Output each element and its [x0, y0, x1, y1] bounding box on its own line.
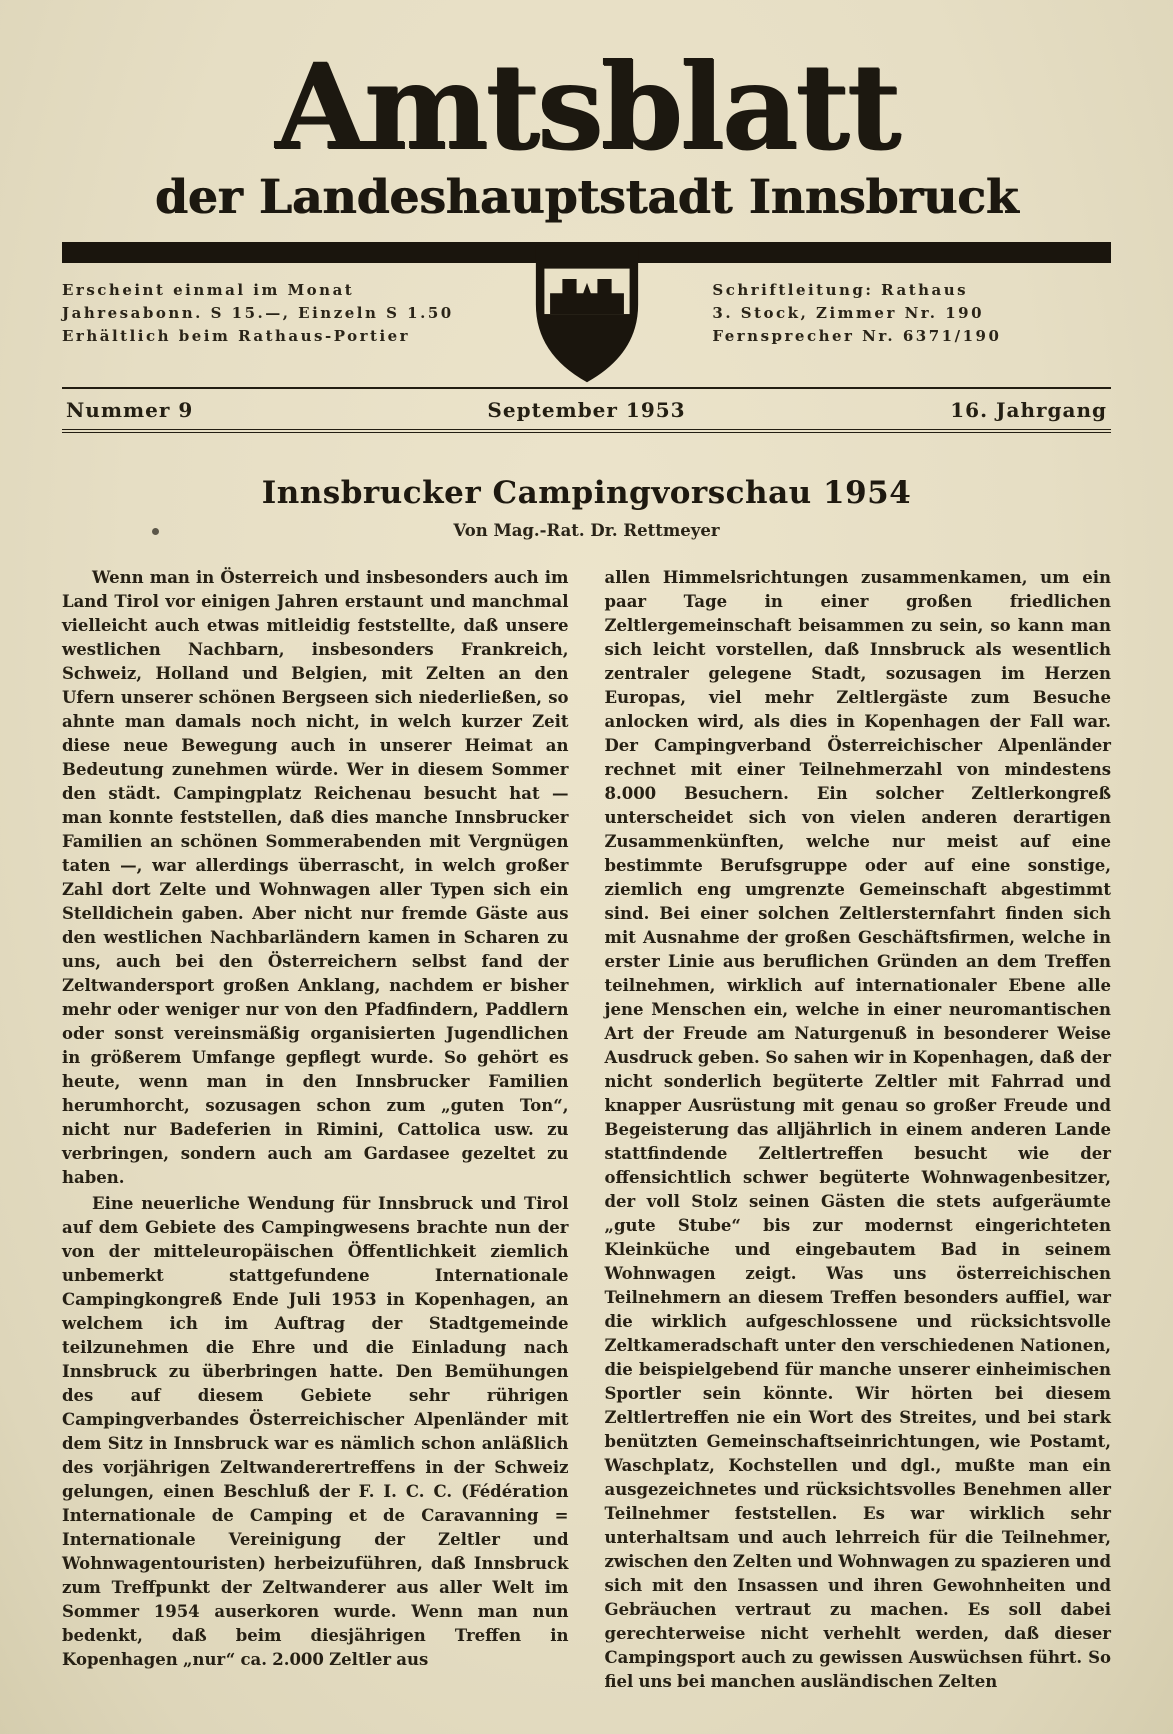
info-room: 3. Stock, Zimmer Nr. 190: [712, 303, 985, 322]
article: [62, 475, 1111, 1694]
info-price: Jahresabonn. S 15.—, Einzeln S 1.50: [62, 303, 454, 322]
issue-date: September 1953: [487, 397, 686, 422]
info-phone: Fernsprecher Nr. 6371/190: [712, 327, 1002, 346]
issue-volume: 16. Jahrgang: [950, 397, 1107, 422]
publication-info-left: [62, 279, 482, 373]
article-columns: [62, 566, 1111, 1694]
ink-spot-artifact: [152, 528, 159, 535]
paragraph: Wenn man in Österreich und insbesonders auch im Land Tirol vor einigen Jahren erstaunt und manchmal vielleicht auch etwas mitleidig feststellte, daß unsere westlichen Nachbarn, insbesonders Frankreich, Schweiz, Holland und Belgien, mit Zelten an den Ufern unserer schönen Bergseen sich niederließen, so ahnte man damals noch nicht, in welch kurzer Zeit diese neue Bewegung auch in unserer Heimat an Bedeutung zunehmen würde. Wer in diesem Sommer den städt. Campingplatz Reichenau besucht hat — man konnte feststellen, daß dies manche Innsbrucker Familien an schönen Sommerabenden mit Vergnügen taten —, war allerdings überrascht, in welch großer Zahl dort Zelte und Wohnwagen aller Typen sich ein Stelldichein gaben. Aber nicht nur fremde Gäste aus den westlichen Nachbarländern kamen in Scharen zu uns, auch bei den Österreichern selbst fand der Zeltwandersport großen Anklang, nachdem er bisher mehr oder weniger nur von den Pfadfindern, Paddlern oder sonst vereinsmäßig organisierten Jugendlichen in größerem Umfange gepflegt wurde. So gehört es heute, wenn man in den Innsbrucker Familien herumhorcht, sozusagen schon zum „guten Ton“, nicht nur Badeferien in Rimini, Cattolica usw. zu verbringen, sondern auch am Gardasee gezeltet zu haben.: [62, 567, 569, 1187]
info-frequency: Erscheint einmal im Monat: [62, 280, 355, 299]
info-availability: Erhältlich beim Rathaus-Portier: [62, 327, 411, 346]
publication-info-right: [712, 279, 1111, 373]
paragraph: allen Himmelsrichtungen zusammenkamen, um ein paar Tage in einer großen friedlichen Zeltlergemeinschaft beisammen zu sein, so kann man sich leicht vorstellen, daß Innsbruck als wesentlich zentraler gelegene Stadt, sozusagen im Herzen Europas, viel mehr Zeltlergäste zum Besuche anlocken wird, als dies in Kopenhagen der Fall war. Der Campingverband Österreichischer Alpenländer rechnet mit einer Teilnehmerzahl von mindestens 8.000 Besuchern. Ein solcher Zeltlerkongreß unterscheidet sich von vielen anderen derartigen Zusammenkünften, welche nur meist auf eine bestimmte Berufsgruppe oder auf eine sonstige, ziemlich eng umgrenzte Gemeinschaft abgestimmt sind. Bei einer solchen Zeltlersternfahrt finden sich mit Ausnahme der großen Geschäftsfirmen, welche in erster Linie aus beruflichen Gründen an dem Treffen teilnehmen, wirklich auf internationaler Ebene alle jene Menschen ein, welche in einer neuromantischen Art der Freude am Naturgenuß in besonderer Weise Ausdruck geben. So sahen wir in Kopenhagen, daß der nicht sonderlich begüterte Zeltler mit Fahrrad und knapper Ausrüstung mit genau so großer Freude und Begeisterung das alljährlich in einem anderen Lande stattfindende Zeltlertreffen besucht wie der offensichtlich schwer begüterte Wohnwagenbesitzer, der voll Stolz seinen Gästen die stets aufgeräumte „gute Stube“ bis zur modernst eingerichteten Kleinküche und eingebautem Bad in seinem Wohnwagen zeigt. Was uns österreichischen Teilnehmern an diesem Treffen besonders auffiel, war die wirklich aufgeschlossene und rücksichtsvolle Zeltkameradschaft unter den verschiedenen Nationen, die beispielgebend für manche unserer einheimischen Sportler sein könnte. Wir hörten bei diesem Zeltlertreffen nie ein Wort des Streites, und bei stark benützten Gemeinschaftseinrichtungen, wie Postamt, Waschplatz, Kochstellen und dgl., mußte man ein ausgezeichnetes und rücksichtsvolles Benehmen aller Teilnehmer feststellen. Es war wirklich sehr unterhaltsam und auch lehrreich für die Teilnehmer, zwischen den Zelten und Wohnwagen zu spazieren und sich mit den Insassen und ihren Gewohnheiten und Gebräuchen vertraut zu machen. Es soll dabei gerechterweise nicht verhehlt werden, daß dieser Campingsport auch zu gewissen Auswüchsen führt. So fiel uns bei manchen ausländischen Zelten: [604, 567, 1111, 1691]
article-byline: Von Mag.-Rat. Dr. Rettmeyer: [453, 520, 720, 540]
issue-row: [62, 387, 1111, 433]
article-title: Innsbrucker Campingvorschau 1954: [261, 474, 912, 511]
info-editorial-office: Schriftleitung: Rathaus: [712, 280, 969, 299]
paragraph: Eine neuerliche Wendung für Innsbruck und Tirol auf dem Gebiete des Campingwesens brachte nun der von der mitteleuropäischen Öffentlichkeit ziemlich unbemerkt stattgefundene Internationale Campingkongreß Ende Juli 1953 in Kopenhagen, an welchem ich im Auftrag der Stadtgemeinde teilzunehmen die Ehre und die Einladung nach Innsbruck zu überbringen hatte. Den Bemühungen des auf diesem Gebiete sehr rührigen Campingverbandes Österreichischer Alpenländer mit dem Sitz in Innsbruck war es nämlich schon anläßlich des vorjährigen Zeltwanderertreffens in der Schweiz gelungen, einen Beschluß der F. I. C. C. (Fédération Internationale de Camping et de Caravanning = Internationale Vereinigung der Zeltler und Wohnwagentouristen) herbeizuführen, daß Innsbruck zum Treffpunkt der Zeltwanderer aus aller Welt im Sommer 1954 auserkoren wurde. Wenn man nun bedenkt, daß beim diesjährigen Treffen in Kopenhagen „nur“ ca. 2.000 Zeltler aus: [62, 1193, 569, 1669]
article-column-right: [605, 566, 1112, 1694]
masthead-title: Amtsblatt: [274, 37, 899, 176]
masthead-subtitle: der Landeshauptstadt Innsbruck: [154, 170, 1019, 225]
masthead: [62, 37, 1111, 225]
innsbruck-coat-of-arms-icon: [528, 244, 646, 386]
issue-number: Nummer 9: [66, 397, 194, 422]
article-column-left: [62, 566, 569, 1694]
masthead-bar-section: [62, 242, 1111, 373]
